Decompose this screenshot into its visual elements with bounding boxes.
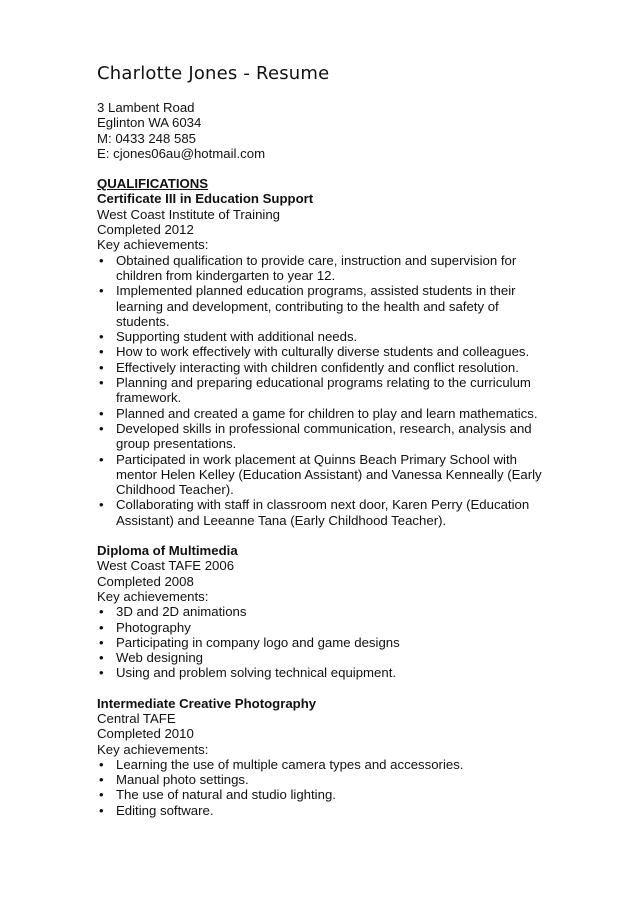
achievement-item: • Supporting student with additional needs.: [99, 329, 358, 345]
key-achievements-label: Key achievements:: [97, 237, 209, 253]
bullet-icon: •: [99, 420, 104, 436]
qualification-institution: West Coast TAFE 2006: [97, 558, 235, 574]
achievement-item: • How to work effectively with culturally diverse students and colleagues.: [99, 344, 530, 360]
section-heading-qualifications: QUALIFICATIONS: [97, 176, 209, 192]
bullet-icon: •: [99, 359, 104, 375]
achievement-item: • Effectively interacting with children confidently and conflict resolution.: [99, 359, 519, 375]
achievement-item: • Developed skills in professional communication, research, analysis and group presentations.: [99, 420, 532, 452]
resume-page: [97, 62, 547, 833]
achievement-item: • Collaborating with staff in classroom next door, Karen Perry (Education Assistant) and Leeanne Tana (Early Childhood Teacher).: [99, 497, 530, 528]
achievement-item: • Using and problem solving technical equipment.: [99, 665, 397, 681]
achievement-item: • Planned and created a game for children to play and learn mathematics.: [99, 405, 538, 421]
page-title: Charlotte Jones - Resume: [97, 63, 330, 84]
achievement-item: • Planning and preparing educational programs relating to the curriculum framework.: [99, 375, 531, 406]
achievement-item: • Learning the use of multiple camera types and accessories.: [99, 756, 464, 772]
bullet-icon: •: [99, 650, 104, 666]
achievement-item: • Photography: [99, 619, 191, 635]
achievement-item: • Manual photo settings.: [99, 772, 249, 788]
bullet-icon: •: [99, 497, 104, 513]
bullet-icon: •: [99, 604, 104, 620]
bullet-icon: •: [99, 619, 104, 635]
achievement-item: • Web designing: [99, 650, 203, 666]
key-achievements-label: Key achievements:: [97, 741, 209, 757]
bullet-icon: •: [99, 665, 104, 681]
qualification-entry: [97, 543, 547, 681]
address-line-2: Eglinton WA 6034: [97, 115, 202, 131]
qualification-entry: [97, 696, 547, 818]
bullet-icon: •: [99, 283, 104, 299]
bullet-icon: •: [99, 405, 104, 421]
qualification-title: Intermediate Creative Photography: [97, 695, 317, 711]
qualification-institution: Central TAFE: [97, 710, 176, 726]
qualification-title: Certificate III in Education Support: [97, 191, 314, 207]
achievement-list: [97, 253, 547, 528]
qualification-completed: Completed 2010: [97, 726, 194, 742]
qualification-title: Diploma of Multimedia: [97, 543, 238, 559]
mobile-number: M: 0433 248 585: [97, 130, 196, 146]
achievement-item: • Participated in work placement at Quinns Beach Primary School with mentor Helen Kelley (Education Assistant) and Vanessa Kenneally (Early Childhood Teacher).: [99, 451, 542, 498]
key-achievements-label: Key achievements:: [97, 588, 209, 604]
bullet-icon: •: [99, 634, 104, 650]
qualification-completed: Completed 2008: [97, 573, 194, 589]
bullet-icon: •: [99, 451, 104, 467]
qualification-entry: [97, 191, 547, 528]
contact-block: [97, 100, 547, 161]
qualification-institution: West Coast Institute of Training: [97, 206, 281, 222]
bullet-icon: •: [99, 756, 104, 772]
achievement-item: • 3D and 2D animations: [99, 604, 247, 620]
achievement-item: • The use of natural and studio lighting.: [99, 787, 336, 803]
qualification-completed: Completed 2012: [97, 222, 194, 238]
bullet-icon: •: [99, 802, 104, 818]
achievement-item: • Obtained qualification to provide care, instruction and supervision for children from kindergarten to year 12.: [99, 252, 517, 283]
bullet-icon: •: [99, 787, 104, 803]
bullet-icon: •: [99, 344, 104, 360]
achievement-item: • Implemented planned education programs, assisted students in their learning and development, contributing to the health and safety of students.: [99, 283, 516, 329]
email-address: E: cjones06au@hotmail.com: [97, 145, 266, 161]
address-line-1: 3 Lambent Road: [97, 100, 195, 115]
achievement-item: • Participating in company logo and game designs: [99, 634, 400, 650]
bullet-icon: •: [99, 252, 104, 268]
bullet-icon: •: [99, 329, 104, 345]
bullet-icon: •: [99, 375, 104, 391]
achievement-list: [97, 757, 547, 818]
bullet-icon: •: [99, 772, 104, 788]
achievement-item: • Editing software.: [99, 802, 214, 818]
achievement-list: [97, 604, 547, 680]
